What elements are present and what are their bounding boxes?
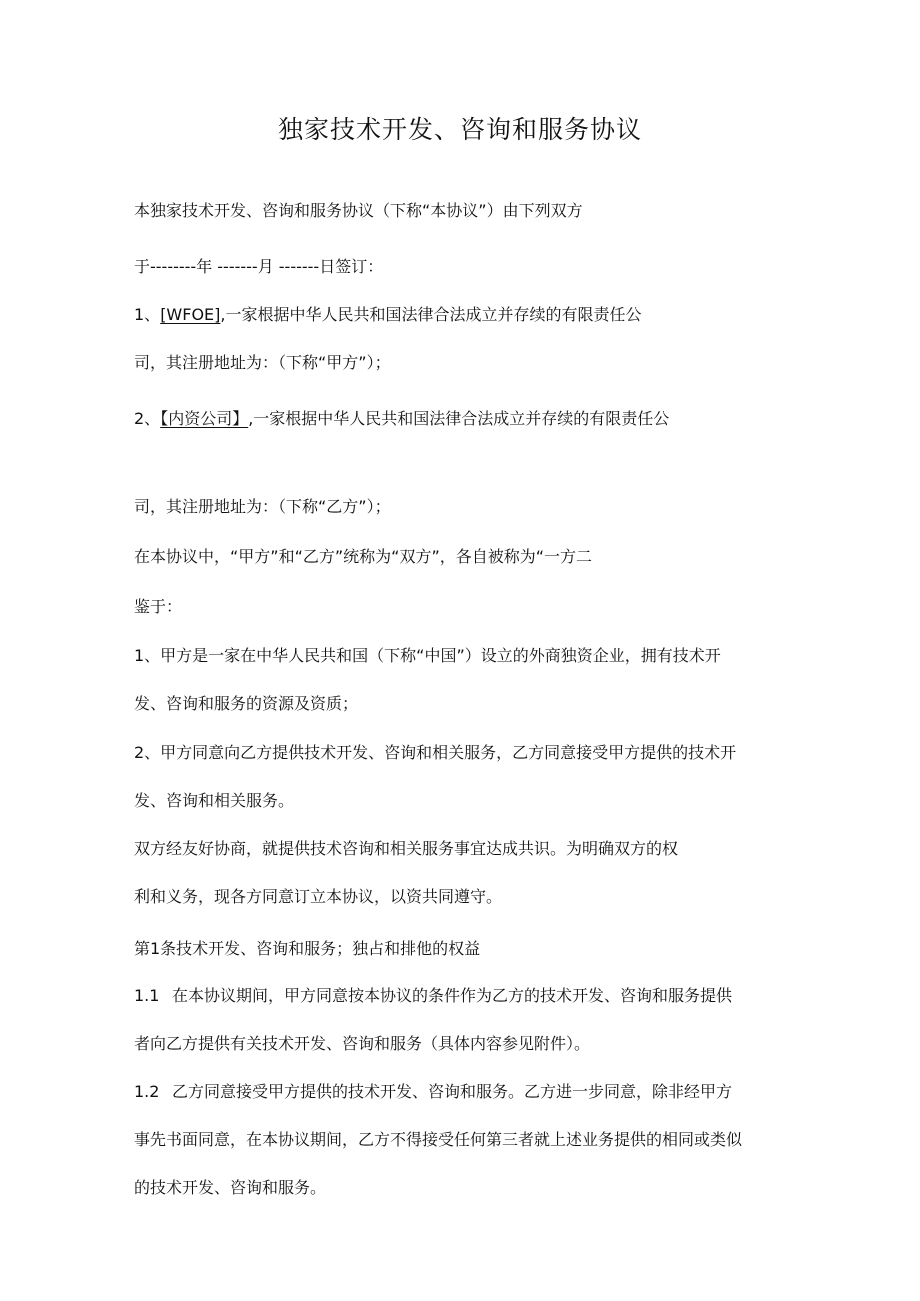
clause-1-1-line-1 bbox=[134, 985, 732, 1007]
party-2-prefix: 2、 bbox=[134, 409, 161, 428]
clause-1-2-text: 乙方同意接受甲方提供的技术开发、咨询和服务。乙方进一步同意，除非经甲方 bbox=[172, 1082, 733, 1101]
clause-1-1-line-2: 者向乙方提供有关技术开发、咨询和服务（具体内容参见附件）。 bbox=[134, 1034, 591, 1053]
consensus-line-2: 利和义务，现各方同意订立本协议，以资共同遵守。 bbox=[134, 887, 503, 906]
whereas-2-line-1: 2、甲方同意向乙方提供技术开发、咨询和相关服务，乙方同意接受甲方提供的技术开 bbox=[134, 743, 737, 762]
clause-1-1-text: 在本协议期间，甲方同意按本协议的条件作为乙方的技术开发、咨询和服务提供 bbox=[172, 986, 733, 1005]
whereas-1-line-2: 发、咨询和服务的资源及资质； bbox=[134, 694, 359, 713]
clause-1-2-line-1 bbox=[134, 1081, 732, 1103]
clause-1-1-number: 1.1 bbox=[134, 986, 160, 1005]
party-1-line-1 bbox=[134, 304, 642, 326]
clause-1-2-line-2: 事先书面同意，在本协议期间，乙方不得接受任何第三者就上述业务提供的相同或类似 bbox=[134, 1130, 743, 1149]
party-2-name: 【内资公司】 bbox=[160, 409, 249, 428]
party-2-line-2: 司，其注册地址为：（下称“乙方”）； bbox=[134, 497, 391, 516]
intro-line-1: 本独家技术开发、咨询和服务协议（下称“本协议”）由下列双方 bbox=[134, 201, 583, 220]
party-1-line-2: 司，其注册地址为：（下称“甲方”）； bbox=[134, 353, 391, 372]
party-1-rest: ,一家根据中华人民共和国法律合法成立并存续的有限责任公 bbox=[220, 305, 642, 324]
consensus-line-1: 双方经友好协商，就提供技术咨询和相关服务事宜达成共识。为明确双方的权 bbox=[134, 839, 679, 858]
clause-1-2-line-3: 的技术开发、咨询和服务。 bbox=[134, 1178, 327, 1197]
party-1-prefix: 1、 bbox=[134, 305, 161, 324]
whereas-2-line-2: 发、咨询和相关服务。 bbox=[134, 791, 295, 810]
clause-1-2-number: 1.2 bbox=[134, 1082, 160, 1101]
whereas-heading: 鉴于： bbox=[134, 597, 183, 616]
whereas-1-line-1: 1、甲方是一家在中华人民共和国（下称“中国”）设立的外商独资企业，拥有技术开 bbox=[134, 646, 721, 665]
party-2-line-1 bbox=[134, 408, 669, 430]
intro-line-2: 于--------年 -------月 -------日签订： bbox=[134, 257, 384, 276]
document-title: 独家技术开发、咨询和服务协议 bbox=[277, 115, 642, 144]
party-2-rest: ,一家根据中华人民共和国法律合法成立并存续的有限责任公 bbox=[248, 409, 670, 428]
article-1-heading: 第1条技术开发、咨询和服务；独占和排他的权益 bbox=[134, 939, 481, 958]
party-1-name: [WFOE] bbox=[160, 305, 221, 324]
collective-definition: 在本协议中，“甲方”和“乙方”统称为“双方”，各自被称为“一方二 bbox=[134, 547, 593, 566]
